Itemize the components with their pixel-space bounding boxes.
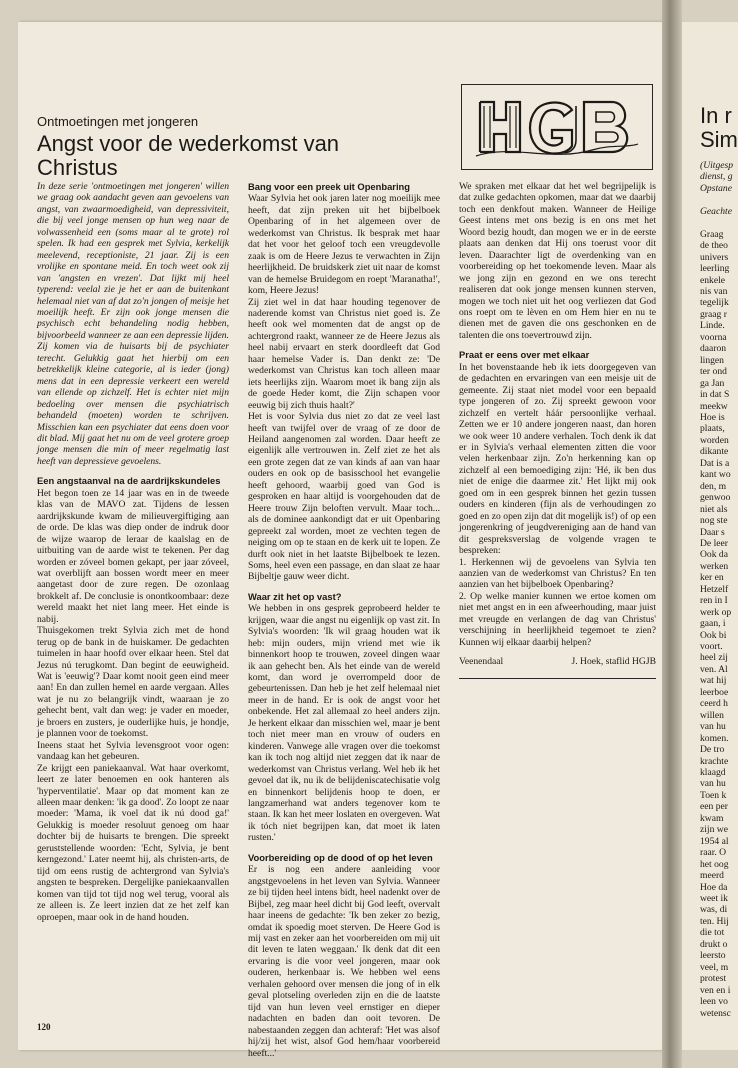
paragraph: We hebben in ons gesprek geprobeerd helder te krijgen, waar die angst nu eigenlijk op vast zit. In Sylvia's woorden: 'Ik wil graag houden wat ik heb: mijn ouders, mijn vriend met wie ik binnenkort hoop te trouwen, zoveel dingen waar ik aan gehecht ben. Als het einde van de wereld komt, dan word je overrompeld door de gebeurtenissen. Dan heb je het zelf helemaal niet meer in de hand. Er is ook de angst voor het onbekende. Het zal allemaal zo heel anders zijn. Je herkent elkaar dan misschien wel, maar je bent toch niet meer man en vrouw of ouders en kinderen. Vanwege alle vragen over die toekomst kan ik toch nog altijd niet zeggen dat ik naar de wederkomst van Christus verlang. Wel heb ik het gevoel dat ik, nu ik de belijdeniscatechisatie volg en binnenkort belijdenis hoop te doen, er langzamerhand wat anders tegenover kom te staan. Ik kan het meer loslaten en overgeven. Wat ik tóch niet begrijpen kan, dat moet ik laten rusten.' bbox=[248, 603, 440, 844]
facing-text-line: dikante bbox=[700, 446, 729, 458]
facing-text-line: was, di bbox=[700, 904, 728, 916]
facing-text-line: protest bbox=[700, 973, 727, 985]
signature-place: Veenendaal bbox=[459, 656, 504, 668]
facing-text-line bbox=[700, 194, 738, 205]
facing-text-line: krachte bbox=[700, 755, 729, 767]
facing-text-line: van hu bbox=[700, 778, 726, 790]
article-kicker: Ontmoetingen met jongeren bbox=[37, 114, 199, 129]
facing-text-line: weet ik bbox=[700, 893, 728, 904]
facing-text-line: Ook da bbox=[700, 549, 728, 561]
facing-text-line: het oog bbox=[700, 858, 729, 870]
facing-page-text bbox=[700, 160, 738, 1019]
facing-text-line: Linde. bbox=[700, 320, 728, 332]
facing-text-line: ten. Hij bbox=[700, 915, 729, 927]
facing-text-line: in dat S bbox=[700, 389, 730, 401]
facing-text-line: klaagd bbox=[700, 767, 726, 779]
facing-text-line: Ook bi bbox=[700, 629, 727, 641]
facing-text-line: van hu bbox=[700, 721, 726, 733]
paragraph: 1. Herkennen wij de gevoelens van Sylvia ten aanzien van de wederkomst van Christus? En ten aanzien van het bijbelboek Openbaring? bbox=[459, 556, 656, 591]
facing-text-line: leersto bbox=[700, 950, 726, 962]
facing-text-line: ven en i bbox=[700, 984, 731, 996]
section-heading: Voorbereiding op de dood of op het leven bbox=[248, 851, 433, 863]
facing-text-line: Daar s bbox=[700, 526, 725, 538]
facing-text-line: genwoo bbox=[700, 492, 731, 504]
paragraph: Ze krijgt een paniekaanval. Wat haar overkomt, leert ze later benoemen en ook hanteren als 'hyperventilatie'. Maar op dat moment kan ze alleen maar denken: 'ik ga dood'. Zo loopt ze naar moeder: 'Mama, ik voel dat ik nú dood ga!' Gelukkig is moeder resoluut genoeg om haar dochter bij de huisarts te brengen. Die spreekt geruststellende woorden: 'Echt, Sylvia, je bent kerngezond.' Later neemt hij, als christen-arts, de tijd om eens rustig de achtergrond van Sylvia's angsten te bespreken. Dergelijke paniekaanvallen komen van tijd tot tijd nog wel terug, vooral als ze alleen is. Ze leert inzien dat ze het zelf kan oproepen, maar ook in de hand houden. bbox=[37, 762, 229, 923]
facing-text-line: Toen k bbox=[700, 789, 727, 801]
paragraph: In het bovenstaande heb ik iets doorgegeven van de gedachten en ervaringen van een meisje uit de gemeente. Zij staat niet model voor een bepaald type jongeren of zo. Zij spreekt gewoon voor zichzelf en vertelt háár persoonlijke verhaal. Zetten we er 10 andere jongeren naast, dan horen we ook weer 10 andere verhalen. Toch denk ik dat er in Sylvia's verhaal elementen zitten die voor velen herkenbaar zijn. Zo'n herkenning kan op zichzelf al een bemoediging zijn: 'Hé, ik ben dus niet de enige die daarmee zit.' Het lijkt mij ook goed om in een gesprek binnen het gezin tussen ouders en kinderen (fijn als de verhoudingen zo goed en zo open zijn dat dit mogelijk is!) of op een jongerenkring of jeugdvereniging aan de hand van dit gespreksverslag de volgende vragen te bespreken: bbox=[459, 361, 656, 557]
page-number: 120 bbox=[37, 1022, 51, 1032]
signature-author: J. Hoek, staflid HGJB bbox=[571, 656, 656, 668]
facing-text-line: lingen bbox=[700, 354, 727, 366]
facing-text-line: voort. bbox=[700, 641, 726, 653]
column-2 bbox=[248, 181, 440, 1059]
facing-text-line: ker en bbox=[700, 572, 727, 584]
facing-text-line: raar. O bbox=[700, 847, 727, 859]
facing-text-line: tegelijk bbox=[700, 297, 729, 309]
paragraph: We spraken met elkaar dat het wel begrijpelijk is dat zulke gedachten opkomen, maar dat we daarbij toch een denkfout maken. Wanneer de Heilige Geest intens met ons bezig is en ons met het Woord bezig houdt, dan mogen we er in de eerste plaats aan denken dat Hij ons toerust voor dit leven. Daarachter ligt de overdenking van en voorbereiding op het toekomende leven. Maar als we jong zijn en gezond en we ons terecht realiseren dat ook jonge mensen kunnen sterven, mogen we toch niet uit het oog verliezen dat God ons roept om te lèven en om Hem hier en nu te dienen met de gaven die ons geschonken en de talenten die ons toevertrouwd zijn. bbox=[459, 181, 656, 341]
facing-text-line: leen vo bbox=[700, 996, 728, 1008]
paragraph: Waar Sylvia het ook jaren later nog moeilijk mee heeft, dat zijn preken uit het bijbelboek Openbaring of in het algemeen over de wederkomst van Christus. Ik besprak met haar dat het voor het geloof toch een vreugdevolle zaak is om de Heere Jezus te verwachten in Zijn heerlijkheid. De bruidskerk ziet uit naar de komst van de hemelse Bruidegom en roept 'Maranatha!', kom, Heere Jezus! bbox=[248, 193, 440, 297]
paragraph: Er is nog een andere aanleiding voor angstgevoelens in het leven van Sylvia. Wanneer ze bij tijden heel intens bidt, heel nadenkt over de Bijbel, zeg maar heel dicht bij God leeft, overvalt haar ineens de gedachte: 'Ik ben zeker zo bezig, omdat ik spoedig moet sterven. De Heere God is mij vast en zeker aan het voorbereiden om mij uit dit leven te laten weggaan.' Ik denk dat dit een ervaring is die voor veel jongeren, maar ook ouderen, herkenbaar is. We hebben wel eens verhalen gehoord over mensen die jong of in elk geval plotseling overleden zijn en die de laatste tijd van hun leven veel ernstiger en dieper nadachten en baden dan ooit tevoren. De nabestaanden zeggen dan achteraf: 'Het was alsof hij/zij het wist, alsof God hem/haar voorbereid heeft...' bbox=[248, 864, 440, 1059]
facing-text-line: kwam bbox=[700, 812, 726, 824]
facing-text-line: ter ond bbox=[700, 366, 727, 378]
facing-text-line: wat hij bbox=[700, 675, 727, 687]
facing-text-line: komen. bbox=[700, 732, 729, 744]
paragraph: 2. Op welke manier kunnen we ertoe komen om niet met angst en in een afweerhouding, maar juist met vreugde en verlangen de dag van Christus' verschijning in heerlijkheid tegemoet te zien? Kunnen wij elkaar daarbij helpen? bbox=[459, 590, 656, 648]
facing-text-line: zijn we bbox=[700, 824, 728, 836]
facing-text-line: leerling bbox=[700, 263, 730, 275]
facing-text-line: ven. Al bbox=[700, 663, 728, 675]
facing-text-line: ren in I bbox=[700, 595, 728, 607]
paragraph: Het begon toen ze 14 jaar was en in de tweede klas van de MAVO zat. Tijdens de lessen aardrijkskunde kwam de milieuvergiftiging aan de orde. De klas was diep onder de indruk door de wijze waarop de leraar de kaalslag en de uitbuiting van de aarde wist te tekenen. Per dag worden er zóveel bomen gekapt, per jaar zóveel, wat overblijft aan bossen wordt meer en meer aangetast door de zure regen. De ozonlaag brokkelt af. De conclusie is onontkoombaar: deze wereld maakt het niet lang meer. Het einde is nabij. bbox=[37, 487, 229, 625]
facing-text-line: werk op bbox=[700, 606, 732, 618]
facing-text-line: Dat is a bbox=[700, 457, 730, 469]
facing-text-line: daaron bbox=[700, 343, 727, 355]
facing-text-line: graag r bbox=[700, 308, 727, 320]
paragraph: Thuisgekomen trekt Sylvia zich met de hond terug op de bank in de huiskamer. De gedachten tuimelen in haar hoofd over elkaar heen. Stel dat Jezus nú terugkomt. Dan begint de eeuwigheid. Wat is 'eeuwig'? Daar komt nooit geen eind meer aan! En dan zullen hemel en aarde vergaan. Alles wat je nu zo belangrijk vindt, waaraan je zo gehecht bent, valt dan weg: je vader en moeder, je broers en zusters, je ouderlijke huis, je hondje, je plannen voor de toekomst. bbox=[37, 625, 229, 740]
facing-text-line: Graag bbox=[700, 228, 726, 240]
facing-text-line: de theo bbox=[700, 240, 728, 252]
facing-text-line: Geachte bbox=[700, 205, 732, 217]
facing-text-line: nis van bbox=[700, 285, 728, 297]
facing-text-line: De tro bbox=[700, 744, 725, 756]
facing-page-heading bbox=[700, 104, 738, 152]
hgjb-logo-icon bbox=[472, 92, 642, 162]
facing-text-line: willen bbox=[700, 709, 727, 721]
section-heading: Praat er eens over met elkaar bbox=[459, 349, 590, 361]
facing-text-line: heel zij bbox=[700, 652, 728, 664]
facing-text-line: dienst, g bbox=[700, 171, 733, 183]
facing-text-line: nog ste bbox=[700, 515, 728, 527]
facing-text-line: die tot bbox=[700, 927, 727, 939]
facing-text-line: 1954 al bbox=[700, 835, 729, 847]
facing-text-line: meerd bbox=[700, 870, 727, 882]
facing-heading-line: In r bbox=[700, 103, 732, 128]
section-heading: Een angstaanval na de aardrijkskundeles bbox=[37, 475, 221, 487]
facing-text-line: worden bbox=[700, 434, 729, 446]
facing-text-line bbox=[700, 217, 738, 228]
facing-text-line: Opstane bbox=[700, 182, 732, 194]
facing-text-line: meekw bbox=[700, 400, 728, 412]
paragraph: Het is voor Sylvia dus niet zo dat ze veel last heeft van twijfel over de vraag of ze door de Heiland aangenomen zal worden. Daar heeft ze eigenlijk alle vertrouwen in. Zelf ziet ze het als een grote zegen dat ze van kinds af aan van haar ouders en ook op de basisschool het evangelie heeft gehoord, waarbij goed van God is gesproken en haar altijd is voorgehouden dat de Heere trouw Zijn beloften vervult. Maar toch... als de dominee aankondigt dat er uit Openbaring gepreekt zal worden, moet ze vechten tegen de neiging om op te staan en de kerk uit te lopen. Ze durft ook niet in het laatste Bijbelboek te lezen. Soms, heel even een passage, en dan slaat ze haar Bijbeltje gauw weer dicht. bbox=[248, 411, 440, 583]
facing-text-line: wetensc bbox=[700, 1007, 731, 1019]
section-heading: Bang voor een preek uit Openbaring bbox=[248, 181, 411, 192]
facing-text-line: veel, m bbox=[700, 961, 729, 973]
column-1 bbox=[37, 181, 229, 923]
facing-text-line: voorna bbox=[700, 331, 727, 343]
page-gutter bbox=[662, 0, 682, 1068]
facing-text-line: univers bbox=[700, 251, 729, 263]
facing-text-line: Hoe da bbox=[700, 881, 728, 893]
facing-text-line: den, m bbox=[700, 480, 727, 492]
column-3 bbox=[459, 181, 656, 679]
facing-text-line: Hetzelf bbox=[700, 583, 729, 595]
facing-heading-line: Sim bbox=[700, 127, 738, 152]
facing-text-line: een per bbox=[700, 801, 728, 813]
facing-text-line: De leer bbox=[700, 537, 728, 549]
facing-text-line: gaan, i bbox=[700, 618, 726, 630]
facing-text-line: Hoe is bbox=[700, 411, 728, 423]
facing-text-line: (Uitgesp bbox=[700, 160, 734, 171]
facing-text-line: niet als bbox=[700, 503, 728, 515]
signature bbox=[459, 656, 656, 667]
end-rule bbox=[459, 678, 656, 679]
facing-text-line: ceerd h bbox=[700, 698, 728, 710]
paragraph: Zij ziet wel in dat haar houding tegenover de naderende komst van Christus niet goed is. Ze heeft ook wel momenten dat de angst op de achtergrond raakt, wanneer ze de Heere Jezus als heel nabij ervaart en sterk doordleeft dat God haar hemelse Vader is. Dan denkt ze: 'De wederkomst van Christus kan toch alleen maar iets heerlijks zijn. Waarom moet ik bang zijn als de goede Heder komt, die Zijn schapen voor eeuwig bij zich thuis haalt?' bbox=[248, 296, 440, 411]
facing-text-line: enkele bbox=[700, 274, 728, 286]
facing-text-line: drukt o bbox=[700, 938, 728, 950]
facing-text-line: leerboe bbox=[700, 686, 729, 698]
section-heading: Waar zit het op vast? bbox=[248, 590, 342, 602]
facing-text-line: ga Jan bbox=[700, 377, 727, 389]
facing-text-line: werken bbox=[700, 560, 729, 572]
article-intro: In deze serie 'ontmoetingen met jongeren' willen we graag ook aandacht geven aan gevoelens van angst, van zwaarmoedigheid, van depressiviteit, die bij veel jonge mensen op hun weg naar de volwassenheid een (soms maar al te grote) rol spelen. Ik had een gesprek met Sylvia, kerkelijk meelevend, receptioniste, 21 jaar. Zij is een vrolijke en spontane meid. En toch weet ook zij van 'angsten en vrezen'. Dat lijkt mij heel typerend: veelal zie je het er aan de buitenkant helemaal niet van af dat zo'n jongen of meisje het moeilijk heeft. Er zijn ook jonge mensen die psychisch echt behandeling nodig hebben, bijvoorbeeld wanneer ze aan een depressie lijden. Zij komen via de huisarts bij de psychiater terecht. Gelukkig gaat het hierbij om een betrekkelijk kleine categorie, al is ieder (jong) mens dat in een depressie verkeert een wereld van ellende op zichzelf. Het is echter niet mijn bedoeling over mensen die psychiatrisch behandeld (moeten) worden te schrijven. Misschien kan een psychiater dat eens doen voor dit blad. Mij gaat het nu om de veel grotere groep jonge mensen die min of meer regelmatig last heeft van depressieve gevoelens. bbox=[37, 181, 229, 467]
paragraph: Ineens staat het Sylvia levensgroot voor ogen: vandaag kan het gebeuren. bbox=[37, 739, 229, 763]
facing-text-line: plaats, bbox=[700, 423, 725, 435]
facing-text-line: kant wo bbox=[700, 469, 731, 481]
article-title: Angst voor de wederkomst van Christus bbox=[37, 131, 340, 180]
hgjb-logo bbox=[461, 84, 653, 170]
